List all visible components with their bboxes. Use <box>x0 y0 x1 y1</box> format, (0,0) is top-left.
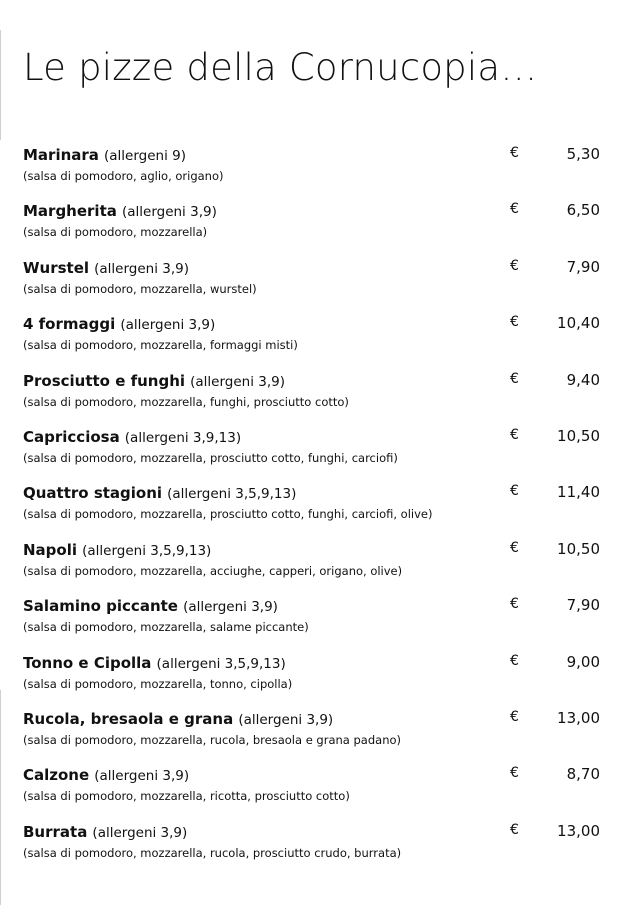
page-title: Le pizze della Cornucopia… <box>23 46 538 89</box>
item-description: (salsa di pomodoro, mozzarella, rucola, prosciutto crudo, burrata) <box>23 845 402 860</box>
item-allergens: (allergeni 3,9) <box>92 824 188 841</box>
item-name: Marinara <box>23 146 99 164</box>
item-description: (salsa di pomodoro, mozzarella, prosciutto cotto, funghi, carciofi, olive) <box>23 507 433 522</box>
item-price: 8,70 <box>566 765 600 784</box>
left-page-edge <box>0 30 1 140</box>
item-allergens: (allergeni 3,5,9,13) <box>167 486 297 503</box>
item-allergens: (allergeni 3,9) <box>94 768 190 785</box>
item-name: Napoli <box>23 540 78 559</box>
currency-symbol: € <box>510 483 519 500</box>
item-price: 13,00 <box>557 708 600 727</box>
menu-item-napoli <box>23 540 603 596</box>
item-price: 5,30 <box>566 145 600 163</box>
item-price: 10,50 <box>557 426 600 445</box>
item-description: (salsa di pomodoro, mozzarella, ricotta, prosciutto cotto) <box>23 789 350 804</box>
currency-symbol: € <box>510 539 519 556</box>
currency-symbol: € <box>510 314 519 331</box>
item-price: 13,00 <box>557 821 600 840</box>
item-name: Burrata <box>23 822 88 841</box>
item-name: Quattro stagioni <box>23 484 163 503</box>
menu-item-capricciosa <box>23 427 603 483</box>
item-allergens: (allergeni 3,9) <box>238 711 334 728</box>
currency-symbol: € <box>510 708 519 725</box>
currency-symbol: € <box>510 821 519 838</box>
item-price: 10,40 <box>557 314 600 333</box>
left-page-edge-lower <box>0 690 1 905</box>
menu-item-tonno-e-cipolla <box>23 653 603 709</box>
currency-symbol: € <box>510 652 519 669</box>
menu-item-4-formaggi <box>23 314 603 370</box>
currency-symbol: € <box>510 257 519 274</box>
item-price: 11,40 <box>557 483 600 502</box>
item-allergens: (allergeni 3,9) <box>120 317 216 334</box>
item-name: Margherita <box>23 202 117 221</box>
item-description: (salsa di pomodoro, mozzarella, formaggi misti) <box>23 338 298 353</box>
menu-item-quattro-stagioni <box>23 483 603 539</box>
item-price: 6,50 <box>566 201 600 220</box>
item-description: (salsa di pomodoro, mozzarella, salame piccante) <box>23 620 309 635</box>
item-name: Wurstel <box>23 258 90 277</box>
item-description: (salsa di pomodoro, mozzarella, wurstel) <box>23 281 257 296</box>
item-name: Tonno e Cipolla <box>23 653 152 672</box>
menu-item-salamino-piccante <box>23 596 603 652</box>
currency-symbol: € <box>510 145 519 161</box>
item-price: 9,00 <box>566 652 600 671</box>
currency-symbol: € <box>510 596 519 613</box>
item-allergens: (allergeni 3,9) <box>121 204 217 221</box>
item-description: (salsa di pomodoro, mozzarella, rucola, bresaola e grana padano) <box>23 732 402 747</box>
item-description: (salsa di pomodoro, mozzarella, prosciutto cotto, funghi, carciofi) <box>23 450 398 465</box>
item-name: Capricciosa <box>23 427 120 446</box>
item-name: Rucola, bresaola e grana <box>23 709 234 728</box>
menu-item-margherita <box>23 201 603 257</box>
item-price: 7,90 <box>566 596 600 615</box>
menu-item-calzone <box>23 765 603 821</box>
item-price: 9,40 <box>566 370 600 389</box>
item-allergens: (allergeni 9) <box>104 148 187 164</box>
item-description: (salsa di pomodoro, mozzarella) <box>23 225 208 240</box>
item-allergens: (allergeni 3,9) <box>183 599 278 616</box>
item-description: (salsa di pomodoro, mozzarella, funghi, prosciutto cotto) <box>23 394 349 409</box>
item-allergens: (allergeni 3,9) <box>190 373 286 390</box>
item-allergens: (allergeni 3,9) <box>94 260 190 277</box>
item-name: Calzone <box>23 766 90 785</box>
item-allergens: (allergeni 3,5,9,13) <box>156 655 286 672</box>
item-description: (salsa di pomodoro, mozzarella, acciughe, capperi, origano, olive) <box>23 563 403 578</box>
menu-item-rucola-bresaola-grana <box>23 709 603 765</box>
currency-symbol: € <box>510 765 519 782</box>
item-description: (salsa di pomodoro, aglio, origano) <box>23 169 224 183</box>
currency-symbol: € <box>510 426 519 443</box>
item-name: 4 formaggi <box>23 315 116 334</box>
currency-symbol: € <box>510 201 519 218</box>
menu-item-marinara <box>23 145 603 201</box>
item-name: Salamino piccante <box>23 597 178 616</box>
item-description: (salsa di pomodoro, mozzarella, tonno, cipolla) <box>23 676 293 691</box>
item-name: Prosciutto e funghi <box>23 371 186 390</box>
pizza-menu-list <box>23 145 603 878</box>
item-price: 10,50 <box>557 539 600 558</box>
item-price: 7,90 <box>566 257 600 276</box>
currency-symbol: € <box>510 370 519 387</box>
menu-item-burrata <box>23 822 603 878</box>
menu-item-prosciutto-e-funghi <box>23 371 603 427</box>
item-allergens: (allergeni 3,5,9,13) <box>82 542 212 559</box>
menu-item-wurstel <box>23 258 603 314</box>
item-allergens: (allergeni 3,9,13) <box>124 429 242 446</box>
